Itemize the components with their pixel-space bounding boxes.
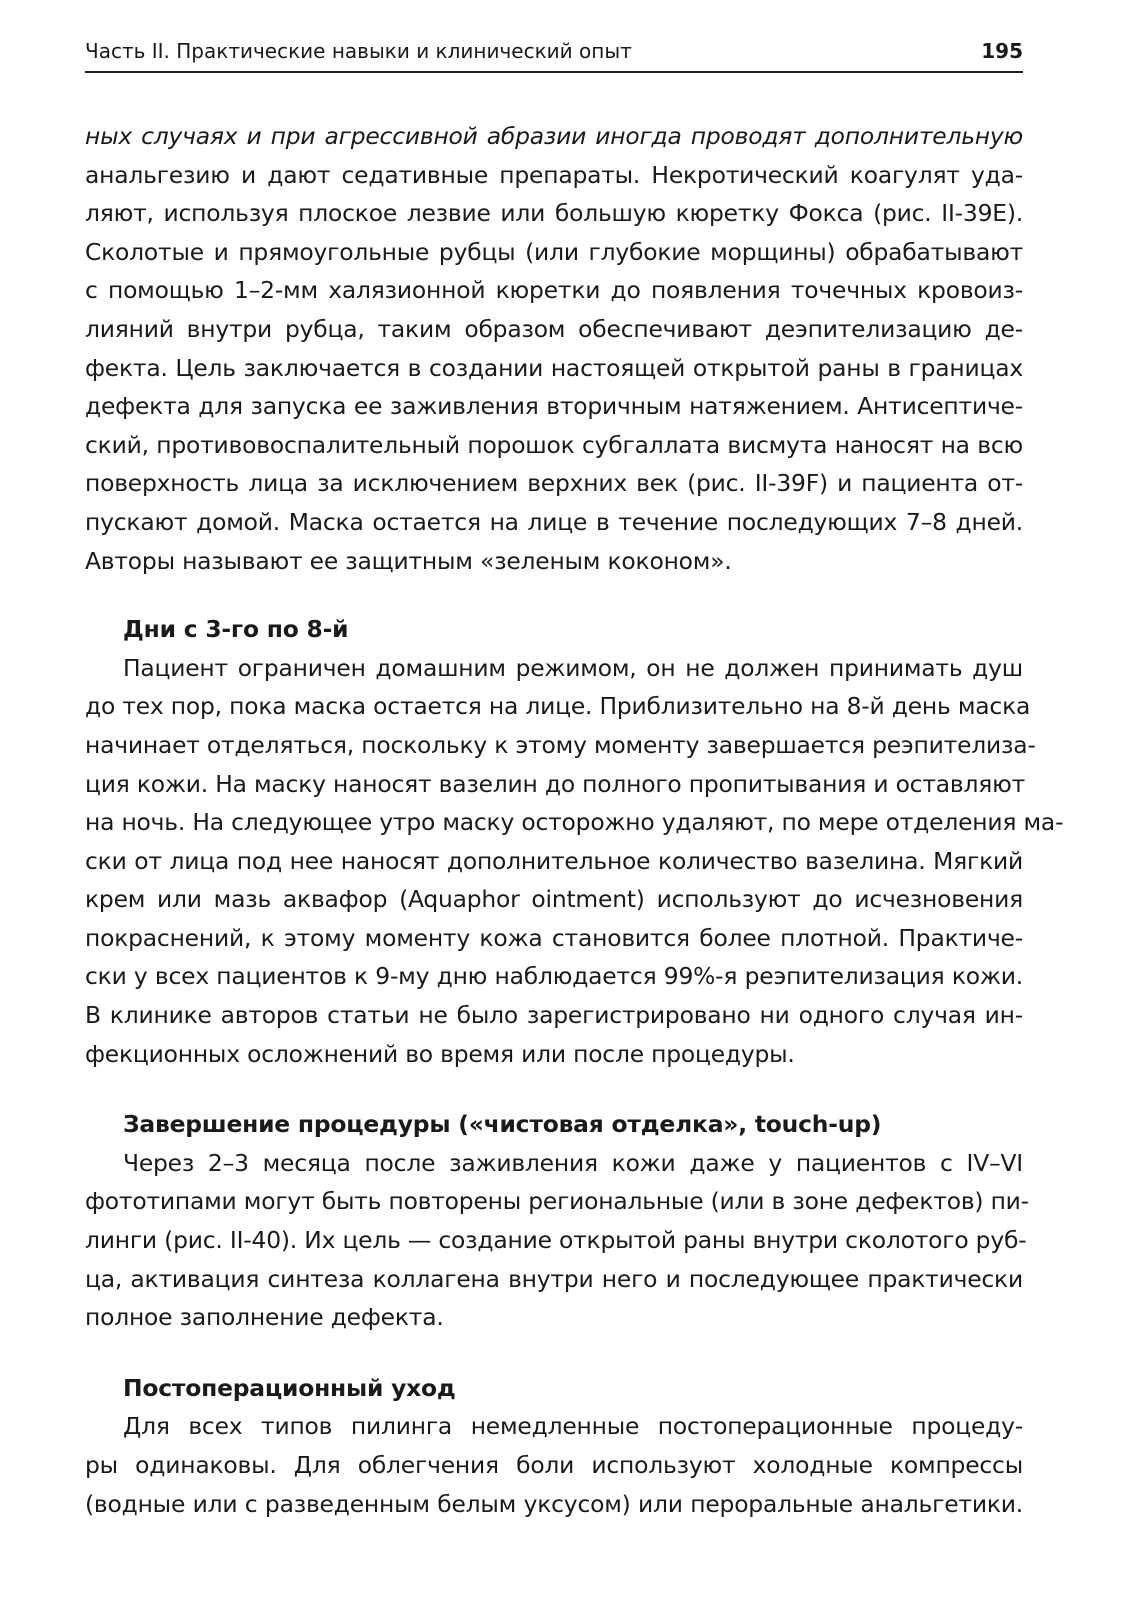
paragraph-line: (водные или с разведенным белым уксусом) или пероральные анальгетики.	[85, 1489, 1023, 1518]
paragraph-line: лияний внутри рубца, таким образом обеспечивают деэпителизацию де-	[85, 314, 1023, 343]
paragraph-line: с помощью 1–2-мм халязионной кюретки до появления точечных кровоиз-	[85, 276, 1023, 305]
page-body	[85, 117, 1064, 1523]
section-spacer	[85, 1073, 1023, 1105]
paragraph-line: ляют, используя плоское лезвие или большую кюретку Фокса (рис. II-39E).	[85, 199, 1023, 228]
section-spacer	[85, 580, 1023, 610]
paragraph-line: фекционных осложнений во время или после процедуры.	[85, 1039, 795, 1068]
paragraph-line: на ночь. На следующее утро маску осторожно удаляют, по мере отделения ма-	[85, 808, 1064, 837]
paragraph-line: ский, противовоспалительный порошок субгаллата висмута наносят на всю	[85, 430, 1023, 459]
paragraph-line: поверхность лица за исключением верхних век (рис. II-39F) и пациента от-	[85, 469, 1023, 498]
paragraph-line: Пациент ограничен домашним режимом, он не должен принимать душ	[123, 653, 1023, 682]
intro-paragraph	[85, 117, 1023, 580]
running-header	[85, 38, 1023, 73]
section-heading-touchup: Завершение процедуры («чистовая отделка», touch-up)	[123, 1110, 882, 1139]
paragraph-line: ция кожи. На маску наносят вазелин до полного пропитывания и оставляют	[85, 769, 1026, 798]
touchup-paragraph	[85, 1144, 1029, 1337]
paragraph-line: ски у всех пациентов к 9-му дню наблюдается 99%-я реэпителизация кожи.	[85, 962, 1023, 991]
paragraph-line: пускают домой. Маска остается на лице в течение последующих 7–8 дней.	[85, 507, 1023, 536]
paragraph-line: анальгезию и дают седативные препараты. Некротический коагулят уда-	[85, 160, 1023, 189]
paragraph-line: начинает отделяться, поскольку к этому моменту завершается реэпителиза-	[85, 730, 1036, 759]
page-number: 195	[981, 39, 1023, 63]
section-heading-postop: Постоперационный уход	[123, 1373, 456, 1402]
paragraph-line: В клинике авторов статьи не было зарегистрировано ни одного случая ин-	[85, 1001, 1023, 1030]
paragraph-line: Сколотые и прямоугольные рубцы (или глубокие морщины) обрабатывают	[85, 237, 1023, 266]
paragraph-line: полное заполнение дефекта.	[85, 1303, 444, 1332]
paragraph-line: ных случаях и при агрессивной абразии иногда проводят дополнительную	[85, 122, 1023, 150]
paragraph-line: ры одинаковы. Для облегчения боли используют холодные компрессы	[85, 1451, 1023, 1479]
paragraph-line: линги (рис. II-40). Их цель — создание открытой раны внутри сколотого руб-	[85, 1226, 1027, 1255]
postop-paragraph	[85, 1407, 1023, 1523]
paragraph-line: до тех пор, пока маска остается на лице. Приблизительно на 8-й день маска	[85, 692, 1031, 721]
paragraph-line: крем или мазь аквафор (Aquaphor ointment) используют до исчезновения	[85, 885, 1023, 914]
paragraph-line: покраснений, к этому моменту кожа становится более плотной. Практиче-	[85, 923, 1023, 952]
paragraph-line: ца, активация синтеза коллагена внутри него и последующее практически	[85, 1264, 1023, 1293]
paragraph-line: Через 2–3 месяца после заживления кожи даже у пациентов с IV–VI	[123, 1148, 1023, 1177]
paragraph-line: фототипами могут быть повторены региональные (или в зоне дефектов) пи-	[85, 1187, 1029, 1216]
days-paragraph	[85, 649, 1064, 1074]
paragraph-line: дефекта для запуска ее заживления вторичным натяжением. Антисептиче-	[85, 392, 1023, 421]
paragraph-line: Для всех типов пилинга немедленные постоперационные процеду-	[123, 1412, 1023, 1441]
paragraph-line: фекта. Цель заключается в создании настоящей открытой раны в границах	[85, 353, 1023, 382]
paragraph-line: Авторы называют ее защитным «зеленым коконом».	[85, 546, 732, 575]
running-title: Часть II. Практические навыки и клинический опыт	[85, 39, 632, 63]
section-heading-days: Дни с 3-го по 8-й	[123, 615, 349, 644]
section-spacer	[85, 1337, 1023, 1369]
paragraph-line: ски от лица под нее наносят дополнительное количество вазелина. Мягкий	[85, 846, 1023, 875]
